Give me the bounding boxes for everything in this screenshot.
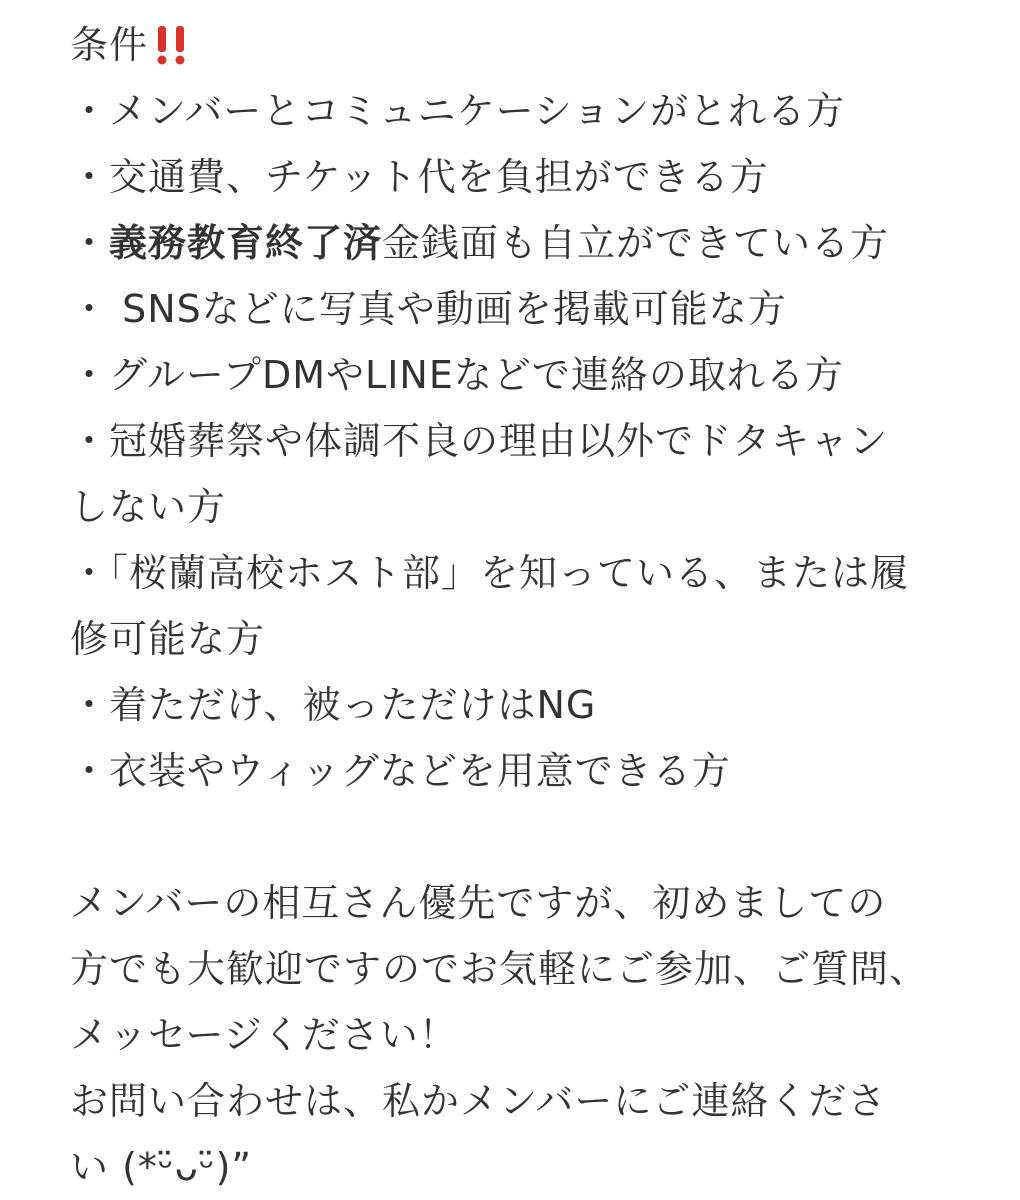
- condition-text: 交通費、チケット代を負担ができる方: [109, 155, 769, 199]
- document-body: [70, 12, 970, 1200]
- bullet: ・: [70, 353, 110, 397]
- bullet: ・: [70, 221, 110, 265]
- condition-text: SNSなどに写真や動画を掲載可能な方: [109, 287, 787, 331]
- message-line: メンバーの相互さん優先ですが、初めましての: [70, 881, 887, 925]
- condition-text: グループDMやLINEなどで連絡の取れる方: [109, 353, 844, 397]
- conditions-heading: [70, 12, 970, 78]
- condition-item: [70, 276, 970, 342]
- condition-item: [70, 78, 970, 144]
- bullet: ・: [70, 89, 110, 133]
- bullet: ・: [70, 683, 110, 727]
- condition-item: [70, 738, 970, 804]
- condition-item: [70, 672, 970, 738]
- bullet: ・: [70, 155, 110, 199]
- message-line: 方でも大歓迎ですのでお気軽にご参加、ご質問、: [70, 947, 929, 991]
- condition-continuation: しない方: [70, 485, 227, 529]
- condition-text: 金銭面も自立ができている方: [382, 221, 890, 265]
- bullet: ・: [70, 551, 110, 595]
- bullet: ・: [70, 287, 110, 331]
- message-line: メッセージください！: [70, 1013, 458, 1057]
- condition-item: [70, 540, 970, 606]
- condition-item: [70, 408, 970, 474]
- bullet: ・: [70, 749, 110, 793]
- condition-text: 着ただけ、被っただけはNG: [109, 683, 597, 727]
- condition-bold-text: 義務教育終了済: [109, 221, 383, 265]
- condition-item: [70, 210, 970, 276]
- condition-text: メンバーとコミュニケーションがとれる方: [109, 89, 846, 133]
- condition-text: 「桜蘭高校ホスト部」を知っている、または履: [109, 551, 910, 595]
- double-exclamation-icon: [152, 12, 192, 78]
- condition-continuation: 修可能な方: [70, 617, 266, 661]
- condition-item: [70, 144, 970, 210]
- message-line: い (*ᵕ̈ᴗᵕ̈)”: [70, 1145, 253, 1189]
- bullet: ・: [70, 419, 110, 463]
- condition-text: 衣装やウィッグなどを用意できる方: [109, 749, 731, 793]
- message-line: お問い合わせは、私かメンバーにご連絡くださ: [70, 1079, 887, 1123]
- heading-text: 条件: [70, 23, 149, 67]
- spacer: [70, 804, 970, 870]
- condition-text: 冠婚葬祭や体調不良の理由以外でドタキャン: [109, 419, 889, 463]
- condition-item: [70, 342, 970, 408]
